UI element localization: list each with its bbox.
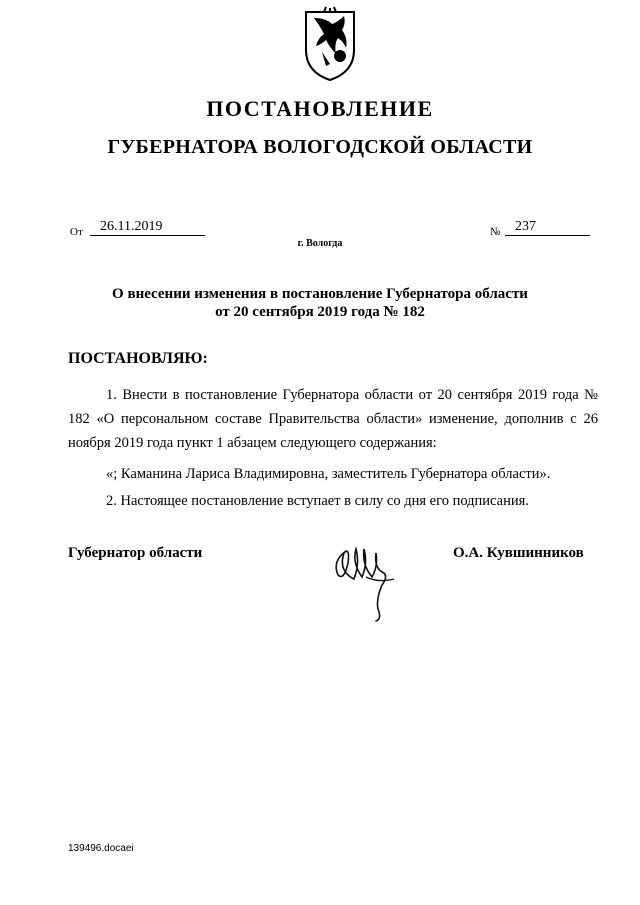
document-id: 139496.docaei bbox=[68, 843, 134, 854]
subject-line-1: О внесении изменения в постановление Губернатора области bbox=[112, 286, 528, 302]
coat-of-arms-icon bbox=[300, 4, 360, 84]
paragraph-1: 1. Внести в постановление Губернатора области от 20 сентября 2019 года № 182 «О персональном составе Правительства области» изменение, дополнив с 26 ноября 2019 года пункт 1 абзацем следующего содержания: bbox=[68, 387, 598, 451]
date-prefix: От bbox=[70, 226, 83, 238]
city-label: г. Вологда bbox=[297, 238, 343, 249]
signatory-name: О.А. Кувшинников bbox=[453, 545, 584, 561]
paragraph-2: «; Каманина Лариса Владимировна, заместитель Губернатора области». bbox=[106, 466, 551, 482]
document-subject bbox=[0, 285, 640, 321]
document-number: 237 bbox=[505, 220, 590, 236]
number-prefix: № bbox=[490, 226, 501, 238]
document-date: 26.11.2019 bbox=[90, 220, 205, 236]
document-subtitle: ГУБЕРНАТОРА ВОЛОГОДСКОЙ ОБЛАСТИ bbox=[107, 136, 533, 158]
document-title: ПОСТАНОВЛЕНИЕ bbox=[206, 96, 434, 121]
subject-line-2: от 20 сентября 2019 года № 182 bbox=[215, 304, 425, 320]
signatory-title: Губернатор области bbox=[68, 545, 203, 561]
signature-image bbox=[328, 533, 408, 623]
resolve-heading: ПОСТАНОВЛЯЮ: bbox=[68, 350, 208, 367]
paragraph-3: 2. Настоящее постановление вступает в силу со дня его подписания. bbox=[106, 493, 529, 509]
